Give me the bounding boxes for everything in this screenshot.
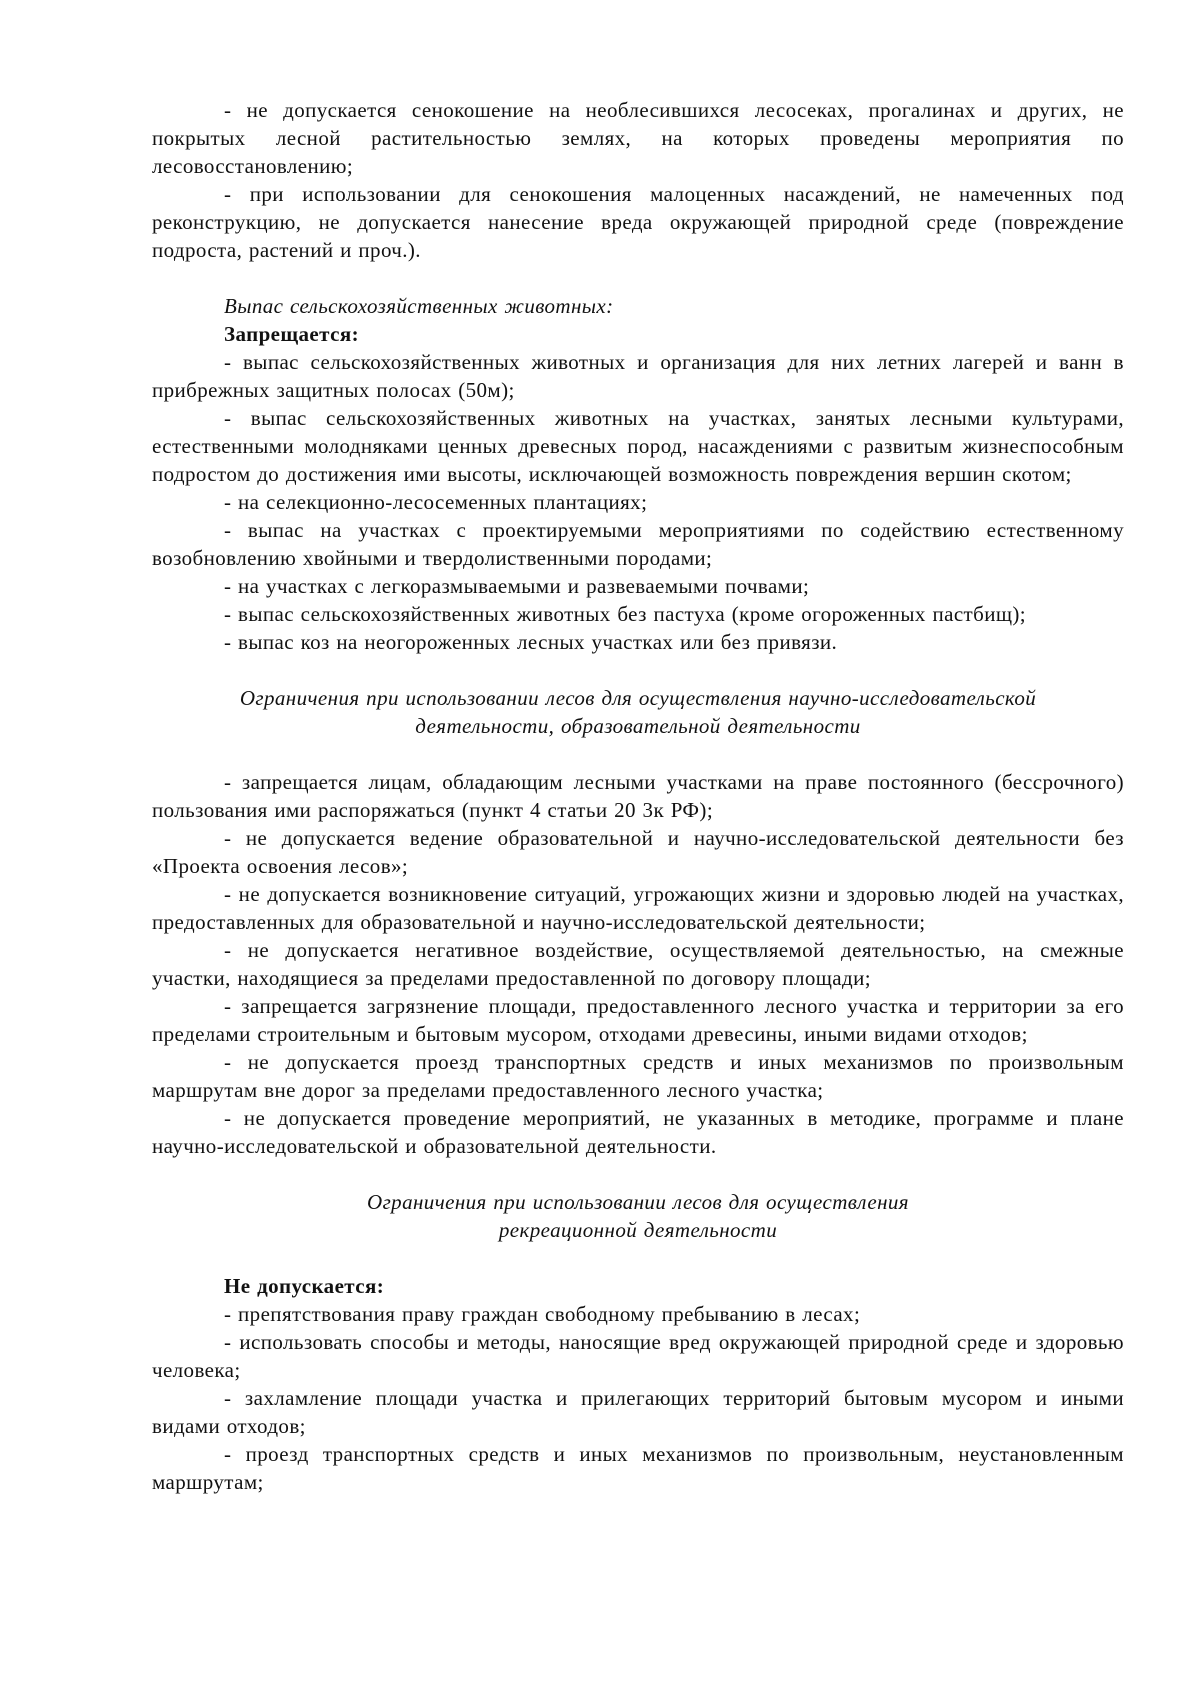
list-item: - использовать способы и методы, наносящие вред окружающей природной среде и здоровью человека;	[152, 1330, 1124, 1382]
list-item: - запрещается загрязнение площади, предоставленного лесного участка и территории за его пределами строительным и бытовым мусором, отходами древесины, иными видами отходов;	[152, 994, 1124, 1046]
section-title-recreation	[152, 1188, 1124, 1244]
list-item: - на селекционно-лесосеменных плантациях;	[224, 490, 648, 514]
section-title-line: Ограничения при использовании лесов для осуществления	[367, 1190, 909, 1214]
list-item: - не допускается возникновение ситуаций, угрожающих жизни и здоровью людей на участках, предоставленных для образовательной и научно-исследовательской деятельности;	[152, 882, 1124, 934]
list-item: - выпас сельскохозяйственных животных без пастуха (кроме огороженных пастбищ);	[224, 602, 1027, 626]
list-item: - выпас коз на неогороженных лесных участках или без привязи.	[224, 630, 838, 654]
list-item: - на участках с легкоразмываемыми и развеваемыми почвами;	[224, 574, 810, 598]
paragraph: - при использовании для сенокошения малоценных насаждений, не намеченных под реконструкцию, не допускается нанесение вреда окружающей природной среде (повреждение подроста, растений и проч.).	[152, 182, 1124, 262]
section-title-line: деятельности, образовательной деятельности	[415, 714, 861, 738]
section-title-research	[152, 684, 1124, 740]
section-heading-not-allowed: Не допускается:	[224, 1274, 385, 1298]
spacer	[152, 1160, 1124, 1188]
document-page	[152, 96, 1124, 1496]
section-subtitle-grazing: Выпас сельскохозяйственных животных:	[224, 294, 614, 318]
list-item: - выпас сельскохозяйственных животных на участках, занятых лесными культурами, естественными молодняками ценных древесных пород, насаждениями с развитым жизнеспособным подростом до достижения ими высоты, исключающей возможность повреждения вершин скотом;	[152, 406, 1124, 486]
spacer	[152, 264, 1124, 292]
list-item: - запрещается лицам, обладающим лесными участками на праве постоянного (бессрочного) пользования ими распоряжаться (пункт 4 статьи 20 3к РФ);	[152, 770, 1124, 822]
paragraph: - не допускается сенокошение на необлесившихся лесосеках, прогалинах и других, не покрытых лесной растительностью землях, на которых проведены мероприятия по лесовосстановлению;	[152, 98, 1124, 178]
list-item: - проезд транспортных средств и иных механизмов по произвольным, неустановленным маршрутам;	[152, 1442, 1124, 1494]
spacer	[152, 1244, 1124, 1272]
list-item: - не допускается проведение мероприятий, не указанных в методике, программе и плане научно-исследовательской и образовательной деятельности.	[152, 1106, 1124, 1158]
list-item: - препятствования праву граждан свободному пребыванию в лесах;	[224, 1302, 861, 1326]
list-item: - захламление площади участка и прилегающих территорий бытовым мусором и иными видами отходов;	[152, 1386, 1124, 1438]
list-item: - не допускается проезд транспортных средств и иных механизмов по произвольным маршрутам вне дорог за пределами предоставленного лесного участка;	[152, 1050, 1124, 1102]
list-item: - не допускается негативное воздействие, осуществляемой деятельностью, на смежные участки, находящиеся за пределами предоставленной по договору площади;	[152, 938, 1124, 990]
section-title-line: Ограничения при использовании лесов для осуществления научно-исследовательской	[239, 686, 1037, 710]
section-title-line: рекреационной деятельности	[498, 1218, 778, 1242]
list-item: - не допускается ведение образовательной и научно-исследовательской деятельности без «Проекта освоения лесов»;	[152, 826, 1124, 878]
spacer	[152, 656, 1124, 684]
spacer	[152, 740, 1124, 768]
list-item: - выпас сельскохозяйственных животных и организация для них летних лагерей и ванн в прибрежных защитных полосах (50м);	[152, 350, 1124, 402]
section-heading-prohibited: Запрещается:	[224, 322, 360, 346]
list-item: - выпас на участках с проектируемыми мероприятиями по содействию естественному возобновлению хвойными и твердолиственными породами;	[152, 518, 1124, 570]
